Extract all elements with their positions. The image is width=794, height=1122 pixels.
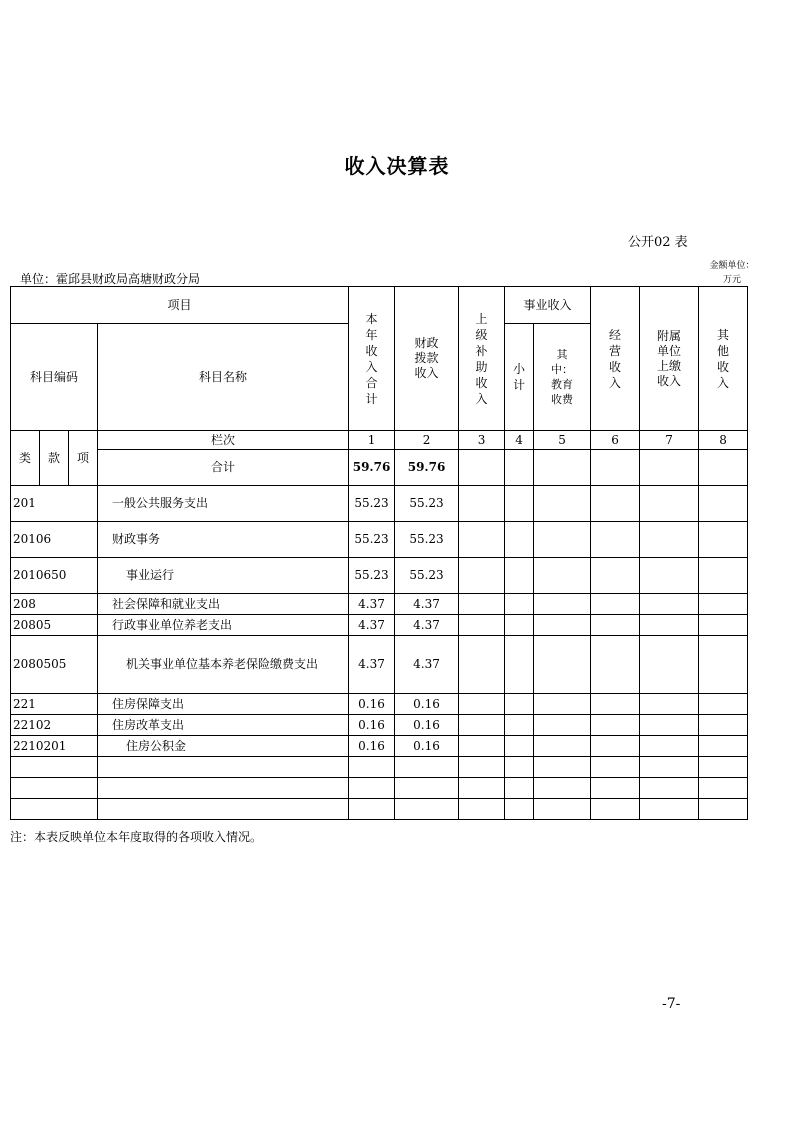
- row-name: 财政事务: [98, 522, 349, 558]
- row-fiscal: 0.16: [395, 715, 459, 736]
- row-fiscal: 4.37: [395, 636, 459, 694]
- row-total: 55.23: [349, 522, 395, 558]
- row-total: 55.23: [349, 486, 395, 522]
- header-upper-subsidy: 上级补助收入: [459, 287, 505, 431]
- table-row: [11, 558, 748, 594]
- row-total: 0.16: [349, 694, 395, 715]
- income-table: [10, 286, 748, 820]
- row-code: 221: [11, 694, 98, 715]
- header-lanci: 栏次: [98, 431, 349, 450]
- row-code: 2010650: [11, 558, 98, 594]
- row-code: 22102: [11, 715, 98, 736]
- total-fiscal-value: 59.76: [395, 450, 459, 486]
- row-name: 住房公积金: [98, 736, 349, 757]
- header-lei: 类: [11, 431, 40, 486]
- row-code: 20805: [11, 615, 98, 636]
- col-num-2: 2: [395, 431, 459, 450]
- row-code: 201: [11, 486, 98, 522]
- header-item: 项目: [11, 287, 349, 324]
- row-name: 行政事业单位养老支出: [98, 615, 349, 636]
- row-fiscal: 0.16: [395, 694, 459, 715]
- row-code: 2210201: [11, 736, 98, 757]
- page-number: -7-: [662, 996, 681, 1012]
- empty-row: [11, 757, 748, 778]
- row-name: 事业运行: [98, 558, 349, 594]
- row-name: 机关事业单位基本养老保险缴费支出: [98, 636, 349, 694]
- col-num-6: 6: [591, 431, 640, 450]
- header-other: 其他收入: [699, 287, 748, 431]
- row-fiscal: 55.23: [395, 522, 459, 558]
- col-num-3: 3: [459, 431, 505, 450]
- row-name: 社会保障和就业支出: [98, 594, 349, 615]
- empty-row: [11, 778, 748, 799]
- row-fiscal: 55.23: [395, 486, 459, 522]
- header-total-income: 本年收入合计: [349, 287, 395, 431]
- row-code: 2080505: [11, 636, 98, 694]
- unit-note: 金额单位：万元: [709, 261, 755, 285]
- row-total: 4.37: [349, 615, 395, 636]
- row-code: 208: [11, 594, 98, 615]
- total-income-value: 59.76: [349, 450, 395, 486]
- footnote: 注：本表反映单位本年度取得的各项收入情况。: [10, 830, 263, 844]
- table-row: [11, 694, 748, 715]
- row-name: 一般公共服务支出: [98, 486, 349, 522]
- header-edu-fee: 其中：教育收费: [534, 324, 591, 431]
- header-operating: 经营收入: [591, 287, 640, 431]
- row-total: 55.23: [349, 558, 395, 594]
- row-total: 0.16: [349, 715, 395, 736]
- col-num-4: 4: [505, 431, 534, 450]
- col-num-7: 7: [640, 431, 699, 450]
- header-fiscal: 财政拨款收入: [395, 287, 459, 431]
- table-row: [11, 486, 748, 522]
- row-fiscal: 4.37: [395, 594, 459, 615]
- empty-row: [11, 799, 748, 820]
- header-xiang: 项: [69, 431, 98, 486]
- table-row: [11, 736, 748, 757]
- page-title: 收入决算表: [344, 154, 450, 178]
- row-code: 20106: [11, 522, 98, 558]
- col-num-1: 1: [349, 431, 395, 450]
- table-row: [11, 615, 748, 636]
- col-num-5: 5: [534, 431, 591, 450]
- header-kuan: 款: [40, 431, 69, 486]
- header-business-income: 事业收入: [505, 287, 591, 324]
- row-fiscal: 0.16: [395, 736, 459, 757]
- table-row: [11, 522, 748, 558]
- header-name: 科目名称: [98, 324, 349, 431]
- row-name: 住房改革支出: [98, 715, 349, 736]
- header-code: 科目编码: [11, 324, 98, 431]
- table-row: [11, 715, 748, 736]
- header-affiliated: 附属单位上缴收入: [640, 287, 699, 431]
- row-fiscal: 55.23: [395, 558, 459, 594]
- row-total: 0.16: [349, 736, 395, 757]
- table-row: [11, 636, 748, 694]
- form-number: 公开02 表: [628, 235, 688, 250]
- row-total: 4.37: [349, 636, 395, 694]
- header-subtotal: 小计: [505, 324, 534, 431]
- table-row: [11, 594, 748, 615]
- organization-label: 单位：霍邱县财政局高塘财政分局: [20, 272, 201, 286]
- row-fiscal: 4.37: [395, 615, 459, 636]
- col-num-8: 8: [699, 431, 748, 450]
- row-total: 4.37: [349, 594, 395, 615]
- total-label: 合计: [98, 450, 349, 486]
- row-name: 住房保障支出: [98, 694, 349, 715]
